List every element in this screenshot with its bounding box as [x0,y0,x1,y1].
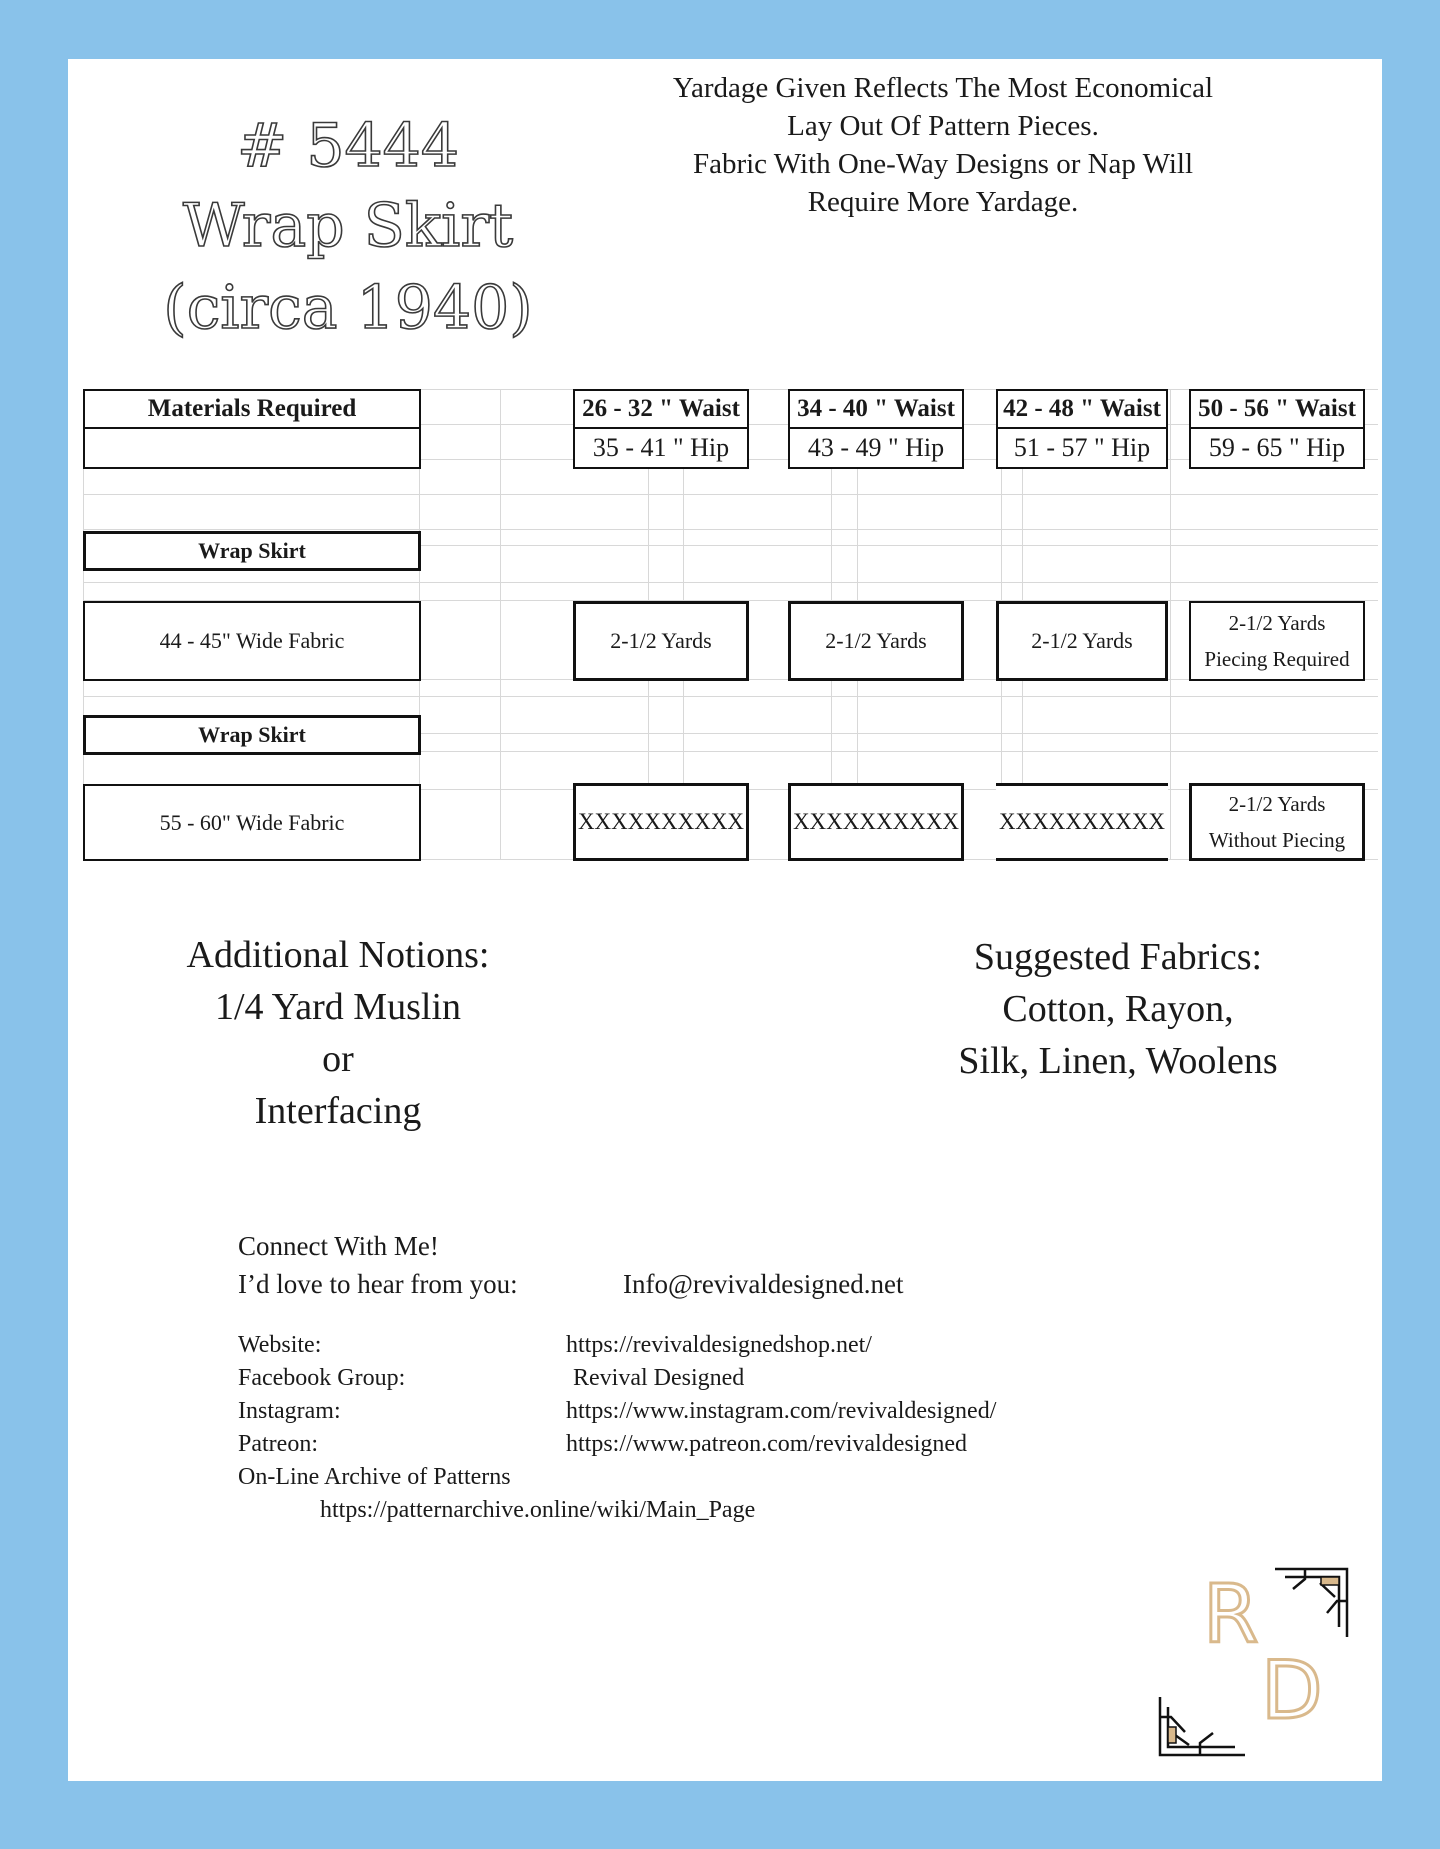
materials-required-header: Materials Required [83,389,421,429]
logo-letter-r: R [1203,1568,1259,1661]
section-2-size-4-note: Without Piecing [1208,828,1346,852]
hear-from-you-text: I’d love to hear from you: [238,1269,518,1299]
size-1-hip: 35 - 41 " Hip [573,429,749,469]
size-2-waist: 34 - 40 " Waist [788,389,964,429]
instagram-label: Instagram: [238,1398,341,1424]
link-values [566,1329,996,1461]
section-1-size-1-yardage: 2-1/2 Yards [573,601,749,681]
section-1-fabric: 44 - 45" Wide Fabric [83,601,421,681]
email-link[interactable]: Info@revivaldesigned.net [623,1269,904,1299]
website-label: Website: [238,1332,322,1358]
instagram-link[interactable]: https://www.instagram.com/revivaldesigned/ [566,1398,997,1424]
notions-line: 1/4 Yard Muslin [215,986,461,1028]
yardage-note-line: Yardage Given Reflects The Most Economical [672,72,1214,104]
notions-line: Interfacing [254,1090,422,1132]
size-4-waist: 50 - 56 " Waist [1189,389,1365,429]
section-2-size-1-yardage: XXXXXXXXXX [573,783,749,861]
patreon-label: Patreon: [238,1431,318,1457]
size-3-hip: 51 - 57 " Hip [996,429,1168,469]
section-2-size-2-yardage: XXXXXXXXXX [788,783,964,861]
archive-label: On-Line Archive of Patterns [238,1464,511,1490]
additional-notions [108,929,568,1137]
fabrics-heading: Suggested Fabrics: [973,936,1263,978]
section-1-size-3-yardage: 2-1/2 Yards [996,601,1168,681]
section-2-size-4-value: 2-1/2 Yards [1228,792,1326,816]
pattern-page [68,59,1382,1781]
patreon-link[interactable]: https://www.patreon.com/revivaldesigned [566,1431,968,1457]
pattern-name: Wrap Skirt [182,191,514,261]
notions-heading: Additional Notions: [186,934,490,976]
facebook-label: Facebook Group: [238,1365,406,1391]
size-3-waist: 42 - 48 " Waist [996,389,1168,429]
logo-letter-d: D [1261,1644,1323,1737]
link-labels [238,1329,511,1494]
facebook-link[interactable]: Revival Designed [573,1365,745,1391]
yardage-note [658,69,1228,221]
yardage-note-line: Lay Out Of Pattern Pieces. [787,110,1099,142]
yardage-note-line: Require More Yardage. [807,186,1079,218]
section-1-size-4-value: 2-1/2 Yards [1228,611,1326,635]
section-2-size-4-yardage [1189,783,1365,861]
section-1-size-4-yardage [1189,601,1365,681]
fabrics-line: Cotton, Rayon, [1002,988,1234,1030]
revival-designed-logo [1155,1567,1355,1757]
size-1-waist: 26 - 32 " Waist [573,389,749,429]
pattern-era: (circa 1940) [163,273,533,343]
section-1-size-2-yardage: 2-1/2 Yards [788,601,964,681]
notions-line: or [322,1038,354,1080]
section-1-label: Wrap Skirt [83,531,421,571]
website-link[interactable]: https://revivaldesignedshop.net/ [566,1332,872,1358]
header-blank-cell [83,429,421,469]
section-2-label: Wrap Skirt [83,715,421,755]
size-4-hip: 59 - 65 " Hip [1189,429,1365,469]
pattern-number: # 5444 [236,111,460,181]
size-2-hip: 43 - 49 " Hip [788,429,964,469]
fabrics-line: Silk, Linen, Woolens [958,1040,1278,1082]
connect-heading: Connect With Me! [238,1231,439,1261]
section-1-size-4-note: Piecing Required [1204,647,1350,671]
yardage-note-line: Fabric With One-Way Designs or Nap Will [692,148,1194,180]
section-2-size-3-yardage: XXXXXXXXXX [996,783,1168,861]
suggested-fabrics [888,931,1348,1087]
section-2-fabric: 55 - 60" Wide Fabric [83,784,421,861]
archive-link[interactable]: https://patternarchive.online/wiki/Main_Page [320,1497,756,1523]
